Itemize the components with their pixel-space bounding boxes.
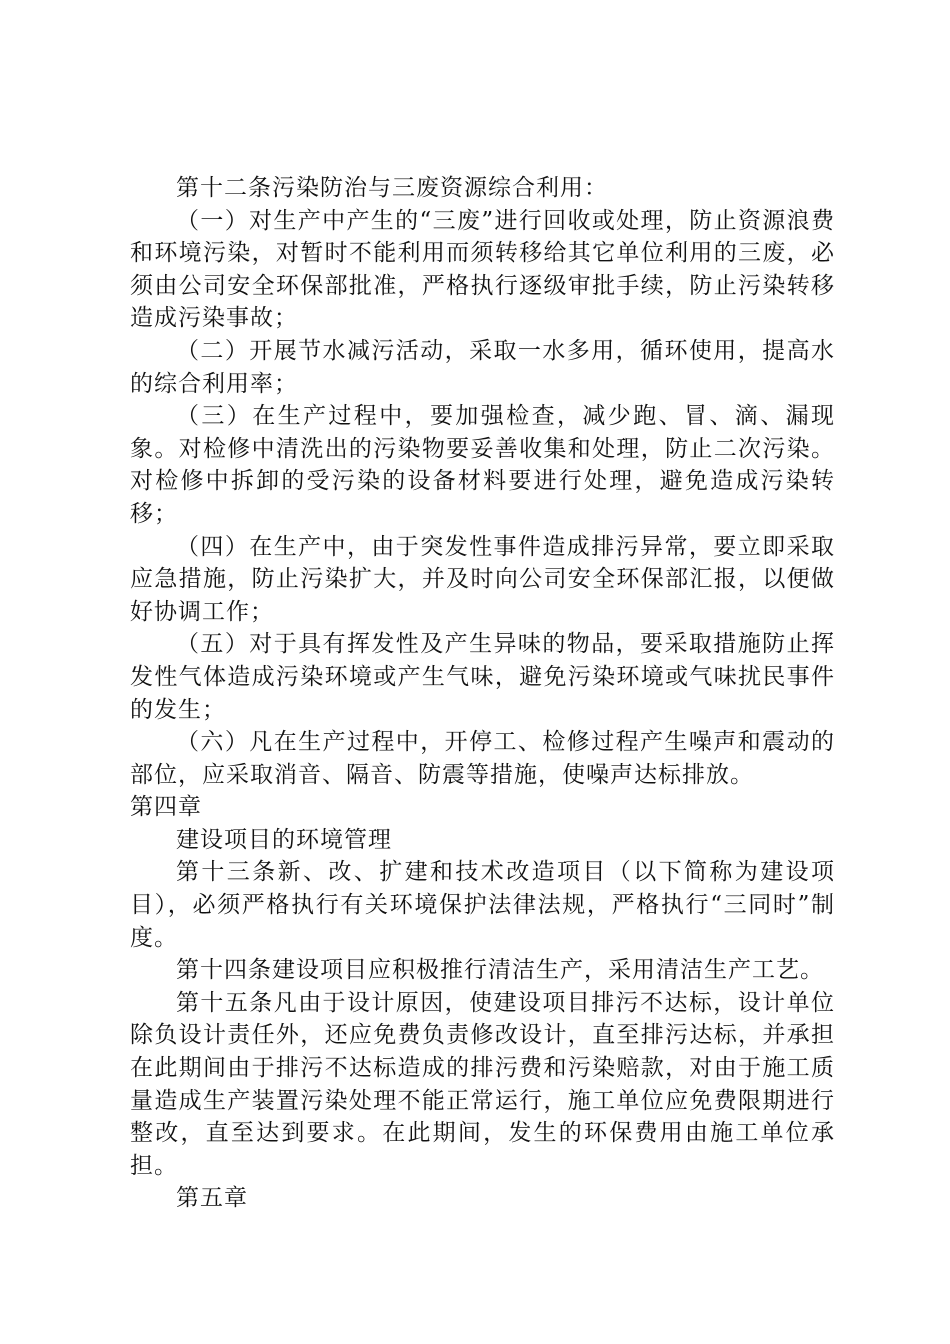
article-12-title: 第十二条污染防治与三废资源综合利用： <box>176 175 608 201</box>
chapter-4-title: 建设项目的环境管理 <box>176 826 392 853</box>
chapter-4-heading: 第四章 <box>130 794 202 821</box>
article-13: 第十三条新、改、扩建和技术改造项目（以下简称为建设项目），必须严格执行有关环境保护法律法规，严格执行“三同时”制度。 <box>130 859 835 951</box>
article-12-item-6: （六）凡在生产过程中，开停工、检修过程产生噪声和震动的部位，应采取消音、隔音、防震等措施，使噪声达标排放。 <box>130 729 835 788</box>
article-14: 第十四条建设项目应积极推行清洁生产，采用清洁生产工艺。 <box>176 957 824 984</box>
document-body <box>130 172 835 1215</box>
article-12-item-3: （三）在生产过程中，要加强检查，减少跑、冒、滴、漏现象。对检修中清洗出的污染物要妥善收集和处理，防止二次污染。对检修中拆卸的受污染的设备材料要进行处理，避免造成污染转移； <box>130 403 835 527</box>
article-15: 第十五条凡由于设计原因，使建设项目排污不达标，设计单位除负设计责任外，还应免费负责修改设计，直至排污达标，并承担在此期间由于排污不达标造成的排污费和污染赔款，对由于施工质量造成生产装置污染处理不能正常运行，施工单位应免费限期进行整改，直至达到要求。在此期间，发生的环保费用由施工单位承担。 <box>130 989 835 1179</box>
article-12-item-4: （四）在生产中，由于突发性事件造成排污异常，要立即采取应急措施，防止污染扩大，并及时向公司安全环保部汇报，以便做好协调工作； <box>130 533 835 625</box>
article-12-item-1: （一）对生产中产生的“三废”进行回收或处理，防止资源浪费和环境污染，对暂时不能利用而须转移给其它单位利用的三废，必须由公司安全环保部批准，严格执行逐级审批手续，防止污染转移造成污染事故； <box>130 207 835 332</box>
article-12-item-5: （五）对于具有挥发性及产生异味的物品，要采取措施防止挥发性气体造成污染环境或产生气味，避免污染环境或气味扰民事件的发生； <box>130 631 835 723</box>
article-12-item-2: （二）开展节水减污活动，采取一水多用，循环使用，提高水的综合利用率； <box>130 337 835 397</box>
chapter-5-heading: 第五章 <box>176 1185 248 1212</box>
